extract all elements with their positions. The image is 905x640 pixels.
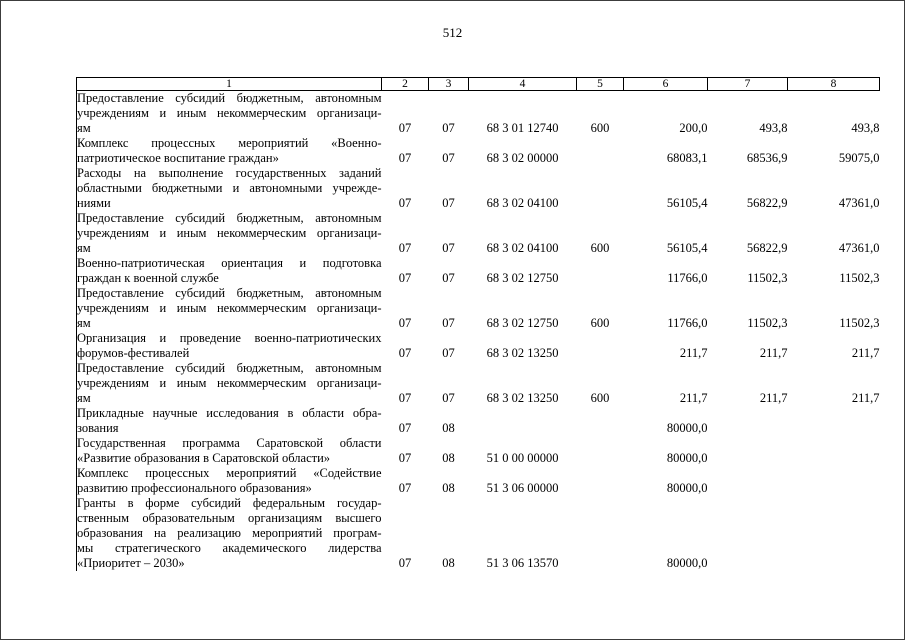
cell-amount-1: 68083,1 xyxy=(666,151,708,165)
cell-target-article-code: 68 3 02 13250 xyxy=(486,391,559,405)
table-row xyxy=(77,91,880,137)
cell-name xyxy=(77,91,382,137)
cell-section-code: 07 xyxy=(398,481,412,495)
cell-name xyxy=(77,466,382,496)
name-line: ям xyxy=(77,391,91,405)
cell-target-article-code: 68 3 02 04100 xyxy=(486,241,559,255)
cell-subsection-code: 07 xyxy=(442,346,455,360)
header-cell-4: 4 xyxy=(469,78,577,91)
cell-amount-1: 200,0 xyxy=(679,121,708,135)
cell-amount-3: 47361,0 xyxy=(838,196,880,210)
name-line: ниями xyxy=(77,196,111,210)
cell-name xyxy=(77,256,382,286)
cell-expense-type-code: 600 xyxy=(590,121,610,135)
name-line: Предоставление субсидий бюджетным, автономным xyxy=(77,91,382,105)
cell-amount-1: 211,7 xyxy=(679,346,708,360)
cell-section-code: 07 xyxy=(398,316,412,330)
header-cell-7: 7 xyxy=(708,78,788,91)
table-row xyxy=(77,136,880,166)
cell-target-article-code: 68 3 02 12750 xyxy=(486,271,559,285)
cell-expense-type-code xyxy=(577,256,624,286)
cell-amount-3 xyxy=(788,406,880,436)
cell-subsection-code: 07 xyxy=(442,316,455,330)
cell-section-code: 07 xyxy=(398,391,412,405)
budget-table xyxy=(76,77,880,571)
cell-target-article-code: 68 3 02 12750 xyxy=(486,316,559,330)
cell-section-code: 07 xyxy=(398,271,412,285)
cell-amount-3: 211,7 xyxy=(851,346,880,360)
cell-expense-type-code xyxy=(577,136,624,166)
cell-name xyxy=(77,361,382,406)
header-cell-1: 1 xyxy=(77,78,382,91)
cell-amount-2: 11502,3 xyxy=(747,316,788,330)
name-line: Гранты в форме субсидий федеральным государ- xyxy=(77,496,382,510)
table-row xyxy=(77,436,880,466)
cell-section-code: 07 xyxy=(398,421,412,435)
cell-amount-3: 211,7 xyxy=(851,391,880,405)
cell-amount-1: 56105,4 xyxy=(666,196,708,210)
name-line: развитию профессионального образования» xyxy=(77,481,312,495)
cell-amount-2 xyxy=(708,406,788,436)
header-cell-8: 8 xyxy=(788,78,880,91)
cell-name xyxy=(77,406,382,436)
cell-amount-2 xyxy=(708,436,788,466)
cell-target-article-code: 68 3 01 12740 xyxy=(486,121,559,135)
table-row xyxy=(77,166,880,211)
cell-subsection-code: 07 xyxy=(442,271,455,285)
name-line: Предоставление субсидий бюджетным, автономным xyxy=(77,211,382,225)
cell-subsection-code: 07 xyxy=(442,196,455,210)
cell-amount-1: 80000,0 xyxy=(666,451,708,465)
table-body xyxy=(77,91,880,572)
cell-section-code: 07 xyxy=(398,451,412,465)
cell-name xyxy=(77,286,382,331)
cell-amount-2: 211,7 xyxy=(759,391,788,405)
name-line: областными бюджетными и автономными учрежде- xyxy=(77,181,382,195)
cell-section-code: 07 xyxy=(398,346,412,360)
name-line: Организация и проведение военно-патриотических xyxy=(77,331,382,345)
cell-expense-type-code xyxy=(577,496,624,571)
name-line: «Развитие образования в Саратовской области» xyxy=(77,451,331,465)
cell-amount-2 xyxy=(708,496,788,571)
name-line: учреждениям и иным некоммерческим организаци- xyxy=(77,106,382,120)
cell-amount-1: 56105,4 xyxy=(666,241,708,255)
name-line: форумов-фестивалей xyxy=(77,346,190,360)
table-row xyxy=(77,331,880,361)
cell-amount-3: 11502,3 xyxy=(839,271,880,285)
name-line: Государственная программа Саратовской области xyxy=(77,436,382,450)
cell-amount-2: 56822,9 xyxy=(746,241,788,255)
cell-section-code: 07 xyxy=(398,196,412,210)
cell-amount-3: 493,8 xyxy=(851,121,880,135)
name-line: патриотическое воспитание граждан» xyxy=(77,151,279,165)
cell-name xyxy=(77,331,382,361)
cell-subsection-code: 07 xyxy=(442,151,455,165)
name-line: учреждениям и иным некоммерческим организаци- xyxy=(77,226,382,240)
table-row xyxy=(77,256,880,286)
name-line: ям xyxy=(77,241,91,255)
cell-name xyxy=(77,211,382,256)
cell-name xyxy=(77,166,382,211)
page-number: 512 xyxy=(442,25,463,40)
cell-amount-3: 47361,0 xyxy=(838,241,880,255)
cell-expense-type-code: 600 xyxy=(590,316,610,330)
cell-expense-type-code: 600 xyxy=(590,241,610,255)
cell-amount-3: 59075,0 xyxy=(838,151,880,165)
cell-amount-3 xyxy=(788,436,880,466)
cell-target-article-code: 68 3 02 13250 xyxy=(486,346,559,360)
cell-section-code: 07 xyxy=(398,556,412,570)
cell-amount-1: 211,7 xyxy=(679,391,708,405)
cell-subsection-code: 07 xyxy=(442,391,455,405)
cell-amount-2: 56822,9 xyxy=(746,196,788,210)
cell-amount-2: 11502,3 xyxy=(747,271,788,285)
table-row xyxy=(77,466,880,496)
cell-expense-type-code xyxy=(577,436,624,466)
name-line: ям xyxy=(77,121,91,135)
cell-amount-1: 11766,0 xyxy=(667,271,708,285)
table-row xyxy=(77,406,880,436)
cell-amount-1: 11766,0 xyxy=(667,316,708,330)
cell-amount-2: 68536,9 xyxy=(746,151,788,165)
cell-expense-type-code xyxy=(577,166,624,211)
cell-amount-3: 11502,3 xyxy=(839,316,880,330)
cell-expense-type-code xyxy=(577,466,624,496)
cell-target-article-code: 51 3 06 13570 xyxy=(486,556,559,570)
name-line: Военно-патриотическая ориентация и подготовка xyxy=(77,256,382,270)
cell-amount-2 xyxy=(708,466,788,496)
cell-subsection-code: 07 xyxy=(442,121,455,135)
table-row xyxy=(77,496,880,571)
table-row xyxy=(77,211,880,256)
name-line: образования на реализацию мероприятий програм- xyxy=(77,526,382,540)
header-cell-5: 5 xyxy=(577,78,624,91)
name-line: ям xyxy=(77,316,91,330)
cell-amount-2: 211,7 xyxy=(759,346,788,360)
cell-section-code: 07 xyxy=(398,151,412,165)
header-cell-2: 2 xyxy=(382,78,429,91)
cell-expense-type-code xyxy=(577,406,624,436)
name-line: зования xyxy=(77,421,119,435)
cell-expense-type-code: 600 xyxy=(590,391,610,405)
cell-section-code: 07 xyxy=(398,241,412,255)
cell-subsection-code: 07 xyxy=(442,241,455,255)
cell-subsection-code: 08 xyxy=(442,556,455,570)
name-line: Прикладные научные исследования в области обра- xyxy=(77,406,382,420)
cell-amount-1: 80000,0 xyxy=(666,556,708,570)
cell-amount-1: 80000,0 xyxy=(666,481,708,495)
name-line: Предоставление субсидий бюджетным, автономным xyxy=(77,361,382,375)
cell-amount-1: 80000,0 xyxy=(666,421,708,435)
name-line: «Приоритет – 2030» xyxy=(77,556,185,570)
cell-name xyxy=(77,436,382,466)
cell-target-article-code: 51 0 00 00000 xyxy=(486,451,559,465)
cell-expense-type-code xyxy=(577,331,624,361)
cell-target-article-code: 51 3 06 00000 xyxy=(486,481,559,495)
cell-name xyxy=(77,496,382,571)
cell-subsection-code: 08 xyxy=(442,421,455,435)
cell-name xyxy=(77,136,382,166)
cell-section-code: 07 xyxy=(398,121,412,135)
cell-subsection-code: 08 xyxy=(442,481,455,495)
name-line: граждан к военной службе xyxy=(77,271,219,285)
name-line: мы стратегического академического лидерства xyxy=(77,541,382,555)
table-row xyxy=(77,361,880,406)
cell-amount-3 xyxy=(788,496,880,571)
table-header-row xyxy=(77,78,880,91)
cell-target-article-code xyxy=(469,406,577,436)
name-line: Комплекс процессных мероприятий «Содействие xyxy=(77,466,382,480)
name-line: ственным образовательным организациям высшего xyxy=(77,511,382,525)
name-line: Расходы на выполнение государственных заданий xyxy=(77,166,382,180)
cell-subsection-code: 08 xyxy=(442,451,455,465)
name-line: учреждениям и иным некоммерческим организаци- xyxy=(77,301,382,315)
name-line: учреждениям и иным некоммерческим организаци- xyxy=(77,376,382,390)
cell-target-article-code: 68 3 02 00000 xyxy=(486,151,559,165)
cell-amount-2: 493,8 xyxy=(759,121,788,135)
header-cell-6: 6 xyxy=(624,78,708,91)
cell-amount-3 xyxy=(788,466,880,496)
name-line: Предоставление субсидий бюджетным, автономным xyxy=(77,286,382,300)
header-cell-3: 3 xyxy=(429,78,469,91)
table-row xyxy=(77,286,880,331)
cell-target-article-code: 68 3 02 04100 xyxy=(486,196,559,210)
name-line: Комплекс процессных мероприятий «Военно- xyxy=(77,136,382,150)
